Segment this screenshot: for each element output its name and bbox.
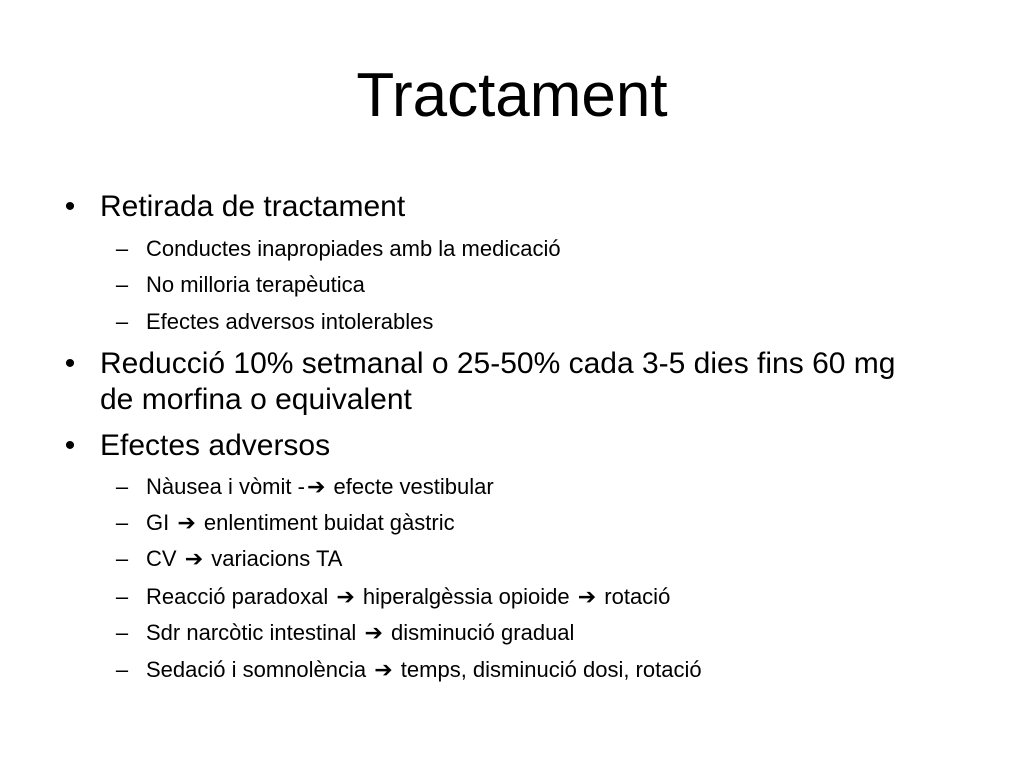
right-arrow-icon: ➔	[336, 584, 355, 609]
right-arrow-icon: ➔	[306, 474, 326, 499]
dash-marker: –	[115, 474, 129, 499]
bullet-item	[64, 428, 960, 464]
dash-marker: –	[115, 657, 129, 682]
right-arrow-icon: ➔	[577, 584, 597, 609]
sub-bullet-text-before: Reacció paradoxal	[146, 584, 335, 609]
sub-bullet-item	[115, 583, 966, 611]
dash-marker: –	[115, 510, 129, 535]
bullet-item	[64, 189, 960, 225]
right-arrow-icon: ➔	[374, 657, 393, 682]
sub-bullet-text: Efectes adversos intolerables	[146, 309, 434, 334]
dash-marker: –	[115, 309, 129, 334]
slide-title: Tractament	[356, 61, 668, 130]
sub-bullet-item	[115, 235, 966, 263]
sub-bullet-text-before: Sedació i somnolència	[146, 657, 373, 682]
right-arrow-icon: ➔	[364, 620, 383, 645]
sub-bullet-text-before: CV	[146, 546, 183, 571]
sub-bullet-text-after: variacions TA	[205, 546, 343, 571]
sub-bullet-item	[115, 509, 966, 537]
dash-marker: –	[115, 546, 129, 571]
sub-bullet-text-after: efecte vestibular	[327, 474, 494, 499]
bullet-text: Retirada de tractament	[100, 190, 406, 223]
bullet-text-line-1: Reducció 10% setmanal o 25-50% cada 3-5 dies fins 60 mg	[100, 347, 896, 380]
sub-bullet-text: No milloria terapèutica	[146, 272, 365, 297]
dash-marker: –	[115, 584, 129, 609]
sub-bullet-text: Conductes inapropiades amb la medicació	[146, 236, 561, 261]
sub-bullet-text-after: temps, disminució dosi, rotació	[394, 657, 702, 682]
sub-bullet-item	[115, 545, 966, 573]
sub-bullet-text-after: disminució gradual	[384, 620, 575, 645]
dash-marker: –	[115, 272, 129, 297]
sub-bullet-text-before: Nàusea i vòmit -	[146, 474, 305, 499]
bullet-item	[64, 346, 960, 418]
sub-bullet-text-middle: hiperalgèssia opioide	[356, 584, 576, 609]
dash-marker: –	[115, 620, 129, 645]
sub-bullet-text-before: GI	[146, 510, 176, 535]
bullet-text: Efectes adversos	[100, 429, 331, 462]
bullet-marker: •	[64, 190, 76, 223]
bullet-marker: •	[64, 429, 76, 462]
sub-bullet-item	[115, 656, 966, 684]
sub-bullet-item	[115, 619, 966, 647]
bullet-marker: •	[64, 347, 76, 380]
sub-bullet-item	[115, 473, 966, 501]
dash-marker: –	[115, 236, 129, 261]
sub-bullet-item	[115, 308, 966, 336]
right-arrow-icon: ➔	[184, 546, 204, 571]
sub-bullet-text-after: rotació	[598, 584, 671, 609]
sub-bullet-text-after: enlentiment buidat gàstric	[197, 510, 455, 535]
right-arrow-icon: ➔	[177, 510, 196, 535]
sub-bullet-item	[115, 271, 966, 299]
sub-bullet-text-before: Sdr narcòtic intestinal	[146, 620, 363, 645]
bullet-text-line-2: de morfina o equivalent	[100, 383, 412, 416]
